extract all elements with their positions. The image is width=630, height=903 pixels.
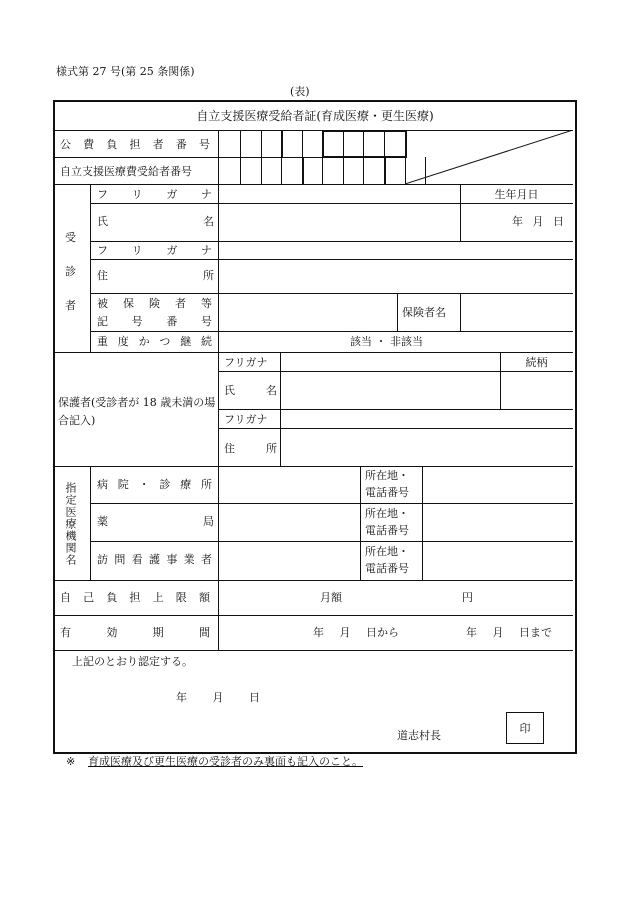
severe-continuing-label: 重 度 か つ 継 続 — [97, 335, 212, 348]
relation-label: 続柄 — [525, 356, 548, 369]
digit-cell[interactable] — [322, 130, 324, 158]
diagonal-strike — [405, 130, 573, 184]
validity-label: 有 効 期 間 — [60, 626, 210, 639]
insurer-name-label: 保険者名 — [402, 306, 446, 319]
furigana-label-2: フ リ ガ ナ — [97, 244, 212, 257]
phone-label: 電話番号 — [365, 562, 409, 575]
address-label: 住 — [97, 269, 108, 282]
guardian-furigana-label: フリガナ — [224, 356, 268, 369]
monthly-label: 月額 — [320, 591, 342, 604]
yen-label: 円 — [462, 591, 473, 604]
mayor-title: 道志村長 — [397, 729, 441, 742]
location-label: 所在地・ — [365, 507, 409, 520]
home-nursing-label: 訪 問 看 護 事 業 者 — [97, 553, 212, 566]
copay-limit-label: 自 己 負 担 上 限 額 — [60, 591, 210, 604]
insured-label-line2: 記 号 番 号 — [97, 315, 212, 328]
patient-name-field[interactable] — [220, 205, 458, 239]
certify-statement: 上記のとおり認定する。 — [72, 655, 193, 668]
patient-address-field[interactable] — [220, 261, 570, 291]
guardian-address-label: 住 — [224, 442, 235, 455]
patient-label-2: 診 — [65, 265, 76, 278]
name-label: 氏 — [97, 215, 108, 228]
digit-cell[interactable] — [240, 130, 241, 184]
phone-label: 電話番号 — [365, 486, 409, 499]
patient-label-3: 者 — [65, 299, 76, 312]
side-label: (表) — [290, 85, 310, 98]
digit-cell[interactable] — [281, 130, 283, 158]
pharmacy-label: 薬 — [97, 515, 108, 528]
birth-date-label: 生年月日 — [494, 188, 539, 201]
validity-from: 年 月 日から — [313, 626, 399, 639]
certify-date: 年 月 日 — [176, 691, 260, 704]
furigana-label: フ リ ガ ナ — [97, 188, 212, 201]
insured-label-line1: 被 保 険 者 等 — [97, 297, 212, 310]
validity-to: 年 月 日まで — [466, 626, 552, 639]
seal-box: 印 — [506, 712, 544, 744]
form-number: 様式第 27 号(第 25 条関係) — [56, 65, 195, 78]
applicable-options[interactable]: 該当 ・ 非該当 — [350, 335, 423, 348]
birth-date-value: 年 月 日 — [512, 215, 567, 228]
location-label: 所在地・ — [365, 545, 409, 558]
hospital-label: 病 院 ・ 診 療 所 — [97, 478, 212, 491]
guardian-name-label: 氏 — [224, 384, 235, 397]
designated-institution-label: 指定医療機関名 — [64, 482, 77, 566]
recipient-number-label: 自立支援医療費受給者番号 — [60, 165, 192, 178]
phone-label: 電話番号 — [365, 524, 409, 537]
note-mark: ※ — [66, 755, 76, 768]
patient-label-1: 受 — [65, 231, 76, 244]
location-label: 所在地・ — [365, 469, 409, 482]
form-title: 自立支援医療受給者証(育成医療・更生医療) — [196, 109, 434, 123]
note-text: 育成医療及び更生医療の受診者のみ裏面も記入のこと。 — [88, 755, 363, 768]
public-payer-number-label: 公 費 負 担 者 番 号 — [60, 138, 210, 151]
guardian-label: 保護者(受診者が 18 歳未満の場合記入) — [58, 396, 216, 427]
digit-cell[interactable] — [261, 130, 262, 184]
guardian-furigana-label-2: フリガナ — [224, 413, 268, 426]
